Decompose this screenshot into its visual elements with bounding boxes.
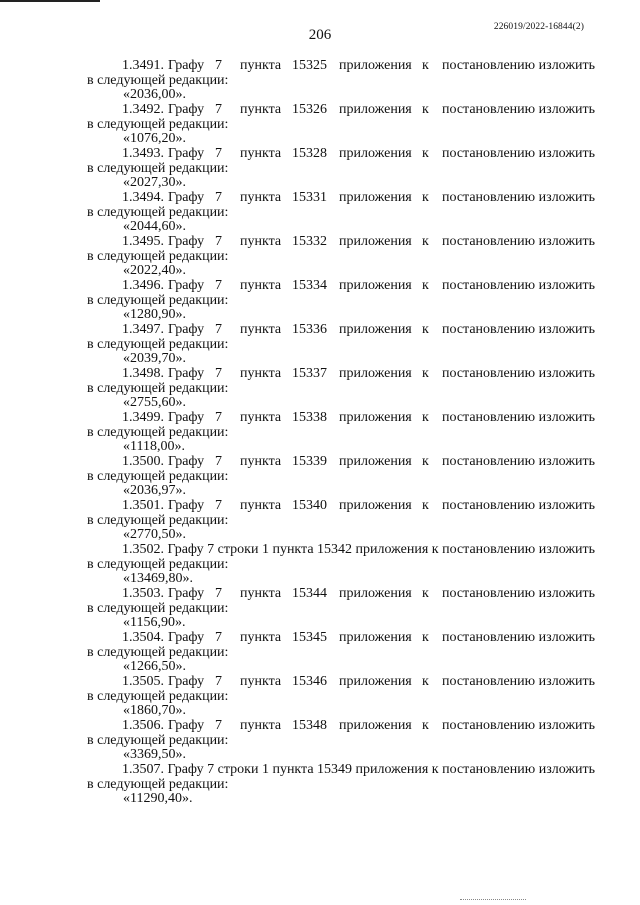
action-word: изложить — [538, 630, 595, 645]
amendment-entry — [87, 674, 595, 719]
column-number: 7 — [215, 322, 222, 337]
point-code: 15337 — [292, 366, 327, 381]
new-value: «2027,30». — [123, 175, 186, 191]
amendment-heading-full: 1.3502. Графу 7 строки 1 пункта 15342 приложения к постановлению изложить — [122, 542, 596, 557]
point-code: 15348 — [292, 718, 327, 733]
amendment-entry — [87, 102, 595, 147]
edition-line: в следующей редакции: — [87, 688, 229, 704]
edition-line: в следующей редакции: — [87, 204, 229, 220]
amendment-heading — [119, 191, 595, 206]
resolution-word: постановлению — [442, 410, 536, 425]
amendment-number: 1.3493. — [122, 146, 164, 161]
to-word: к — [422, 146, 429, 161]
edition-line: в следующей редакции: — [87, 556, 229, 572]
appendix-word: приложения — [339, 498, 412, 513]
amendment-entry — [87, 630, 595, 675]
amendment-entry — [87, 234, 595, 279]
edition-line: в следующей редакции: — [87, 732, 229, 748]
graph-word: Графу — [168, 586, 205, 601]
amendment-heading — [119, 279, 595, 294]
amendment-heading — [119, 147, 595, 162]
amendment-heading — [119, 587, 595, 602]
amendment-entry — [87, 410, 595, 455]
edition-line: в следующей редакции: — [87, 160, 229, 176]
appendix-word: приложения — [339, 410, 412, 425]
action-word: изложить — [538, 190, 595, 205]
amendment-heading — [119, 455, 595, 470]
edition-line: в следующей редакции: — [87, 116, 229, 132]
appendix-word: приложения — [339, 630, 412, 645]
to-word: к — [422, 190, 429, 205]
resolution-word: постановлению — [442, 322, 536, 337]
resolution-word: постановлению — [442, 146, 536, 161]
point-code: 15345 — [292, 630, 327, 645]
column-number: 7 — [215, 718, 222, 733]
appendix-word: приложения — [339, 278, 412, 293]
edition-line: в следующей редакции: — [87, 424, 229, 440]
resolution-word: постановлению — [442, 234, 536, 249]
action-word: изложить — [538, 146, 595, 161]
amendment-entry — [87, 542, 596, 587]
column-number: 7 — [215, 146, 222, 161]
graph-word: Графу — [168, 278, 205, 293]
amendment-number: 1.3506. — [122, 718, 164, 733]
new-value: «2036,00». — [123, 87, 186, 103]
graph-word: Графу — [168, 322, 205, 337]
point-word: пункта — [240, 410, 282, 425]
action-word: изложить — [538, 366, 595, 381]
amendment-number: 1.3501. — [122, 498, 164, 513]
amendment-number: 1.3495. — [122, 234, 164, 249]
graph-word: Графу — [168, 630, 205, 645]
graph-word: Графу — [168, 498, 205, 513]
graph-word: Графу — [168, 102, 205, 117]
amendment-heading — [119, 367, 595, 382]
amendment-entry — [87, 322, 595, 367]
graph-word: Графу — [168, 674, 205, 689]
resolution-word: постановлению — [442, 498, 536, 513]
to-word: к — [422, 102, 429, 117]
action-word: изложить — [538, 278, 595, 293]
resolution-word: постановлению — [442, 718, 536, 733]
edition-line: в следующей редакции: — [87, 600, 229, 616]
point-code: 15334 — [292, 278, 327, 293]
new-value: «2770,50». — [123, 527, 186, 543]
column-number: 7 — [215, 410, 222, 425]
amendment-heading — [119, 411, 595, 426]
graph-word: Графу — [168, 146, 205, 161]
point-code: 15332 — [292, 234, 327, 249]
column-number: 7 — [215, 454, 222, 469]
amendment-number: 1.3492. — [122, 102, 164, 117]
point-word: пункта — [240, 146, 282, 161]
point-word: пункта — [240, 58, 282, 73]
action-word: изложить — [538, 454, 595, 469]
resolution-word: постановлению — [442, 630, 536, 645]
point-word: пункта — [240, 718, 282, 733]
amendment-heading — [119, 323, 595, 338]
appendix-word: приложения — [339, 102, 412, 117]
column-number: 7 — [215, 190, 222, 205]
edition-line: в следующей редакции: — [87, 336, 229, 352]
amendment-entry — [87, 762, 596, 807]
top-rule — [0, 0, 100, 2]
point-word: пункта — [240, 366, 282, 381]
amendment-heading — [119, 59, 595, 74]
resolution-word: постановлению — [442, 454, 536, 469]
graph-word: Графу — [168, 190, 205, 205]
resolution-word: постановлению — [442, 674, 536, 689]
new-value: «2036,97». — [123, 483, 186, 499]
point-code: 15346 — [292, 674, 327, 689]
amendments-list — [87, 58, 596, 807]
amendment-heading — [119, 499, 595, 514]
point-code: 15344 — [292, 586, 327, 601]
to-word: к — [422, 410, 429, 425]
resolution-word: постановлению — [442, 586, 536, 601]
edition-line: в следующей редакции: — [87, 512, 229, 528]
graph-word: Графу — [168, 454, 205, 469]
appendix-word: приложения — [339, 586, 412, 601]
point-code: 15325 — [292, 58, 327, 73]
amendment-heading — [119, 631, 595, 646]
amendment-number: 1.3500. — [122, 454, 164, 469]
amendment-number: 1.3494. — [122, 190, 164, 205]
point-code: 15339 — [292, 454, 327, 469]
action-word: изложить — [538, 322, 595, 337]
amendment-heading — [119, 675, 595, 690]
amendment-number: 1.3504. — [122, 630, 164, 645]
edition-line: в следующей редакции: — [87, 292, 229, 308]
point-code: 15331 — [292, 190, 327, 205]
new-value: «3369,50». — [123, 747, 186, 763]
amendment-heading — [119, 103, 595, 118]
appendix-word: приложения — [339, 190, 412, 205]
new-value: «2022,40». — [123, 263, 186, 279]
edition-line: в следующей редакции: — [87, 380, 229, 396]
amendment-entry — [87, 146, 595, 191]
point-word: пункта — [240, 674, 282, 689]
amendment-number: 1.3497. — [122, 322, 164, 337]
point-code: 15340 — [292, 498, 327, 513]
column-number: 7 — [215, 366, 222, 381]
amendment-number: 1.3499. — [122, 410, 164, 425]
appendix-word: приложения — [339, 58, 412, 73]
amendment-entry — [87, 498, 595, 543]
new-value: «2755,60». — [123, 395, 186, 411]
edition-line: в следующей редакции: — [87, 248, 229, 264]
graph-word: Графу — [168, 410, 205, 425]
column-number: 7 — [215, 586, 222, 601]
amendment-number: 1.3503. — [122, 586, 164, 601]
amendment-entry — [87, 366, 595, 411]
new-value: «1266,50». — [123, 659, 186, 675]
resolution-word: постановлению — [442, 190, 536, 205]
amendment-entry — [87, 58, 595, 103]
action-word: изложить — [538, 718, 595, 733]
amendment-entry — [87, 718, 595, 763]
action-word: изложить — [538, 586, 595, 601]
amendment-entry — [87, 586, 595, 631]
amendment-number: 1.3505. — [122, 674, 164, 689]
graph-word: Графу — [168, 366, 205, 381]
to-word: к — [422, 630, 429, 645]
resolution-word: постановлению — [442, 278, 536, 293]
resolution-word: постановлению — [442, 366, 536, 381]
new-value: «1860,70». — [123, 703, 186, 719]
amendment-heading — [119, 719, 595, 734]
point-code: 15336 — [292, 322, 327, 337]
action-word: изложить — [538, 234, 595, 249]
amendment-entry — [87, 454, 595, 499]
point-word: пункта — [240, 102, 282, 117]
to-word: к — [422, 674, 429, 689]
new-value: «2039,70». — [123, 351, 186, 367]
graph-word: Графу — [168, 234, 205, 249]
action-word: изложить — [538, 674, 595, 689]
appendix-word: приложения — [339, 718, 412, 733]
column-number: 7 — [215, 674, 222, 689]
column-number: 7 — [215, 58, 222, 73]
to-word: к — [422, 366, 429, 381]
document-id: 226019/2022-16844(2) — [493, 22, 584, 32]
point-word: пункта — [240, 322, 282, 337]
graph-word: Графу — [168, 718, 205, 733]
resolution-word: постановлению — [442, 58, 536, 73]
to-word: к — [422, 498, 429, 513]
appendix-word: приложения — [339, 674, 412, 689]
amendment-heading-full: 1.3507. Графу 7 строки 1 пункта 15349 приложения к постановлению изложить — [122, 762, 596, 777]
amendment-entry — [87, 190, 595, 235]
column-number: 7 — [215, 498, 222, 513]
to-word: к — [422, 234, 429, 249]
new-value: «13469,80». — [123, 571, 193, 587]
to-word: к — [422, 278, 429, 293]
new-value: «1156,90». — [123, 615, 186, 631]
amendment-heading — [119, 235, 595, 250]
point-code: 15326 — [292, 102, 327, 117]
column-number: 7 — [215, 630, 222, 645]
point-word: пункта — [240, 454, 282, 469]
to-word: к — [422, 322, 429, 337]
point-word: пункта — [240, 234, 282, 249]
point-code: 15328 — [292, 146, 327, 161]
appendix-word: приложения — [339, 234, 412, 249]
new-value: «1280,90». — [123, 307, 186, 323]
new-value: «1118,00». — [123, 439, 185, 455]
appendix-word: приложения — [339, 146, 412, 161]
amendment-number: 1.3498. — [122, 366, 164, 381]
to-word: к — [422, 454, 429, 469]
edition-line: в следующей редакции: — [87, 644, 229, 660]
column-number: 7 — [215, 234, 222, 249]
bottom-stamp — [460, 899, 526, 903]
column-number: 7 — [215, 102, 222, 117]
new-value: «2044,60». — [123, 219, 186, 235]
to-word: к — [422, 586, 429, 601]
appendix-word: приложения — [339, 366, 412, 381]
resolution-word: постановлению — [442, 102, 536, 117]
amendment-number: 1.3491. — [122, 58, 164, 73]
amendment-entry — [87, 278, 595, 323]
column-number: 7 — [215, 278, 222, 293]
action-word: изложить — [538, 102, 595, 117]
point-code: 15338 — [292, 410, 327, 425]
to-word: к — [422, 718, 429, 733]
amendment-number: 1.3496. — [122, 278, 164, 293]
point-word: пункта — [240, 498, 282, 513]
edition-line: в следующей редакции: — [87, 468, 229, 484]
appendix-word: приложения — [339, 454, 412, 469]
point-word: пункта — [240, 278, 282, 293]
action-word: изложить — [538, 498, 595, 513]
new-value: «11290,40». — [123, 791, 193, 807]
action-word: изложить — [538, 58, 595, 73]
new-value: «1076,20». — [123, 131, 186, 147]
to-word: к — [422, 58, 429, 73]
point-word: пункта — [240, 190, 282, 205]
edition-line: в следующей редакции: — [87, 72, 229, 88]
appendix-word: приложения — [339, 322, 412, 337]
page-number: 206 — [308, 27, 332, 43]
point-word: пункта — [240, 586, 282, 601]
edition-line: в следующей редакции: — [87, 776, 229, 792]
graph-word: Графу — [168, 58, 205, 73]
action-word: изложить — [538, 410, 595, 425]
point-word: пункта — [240, 630, 282, 645]
